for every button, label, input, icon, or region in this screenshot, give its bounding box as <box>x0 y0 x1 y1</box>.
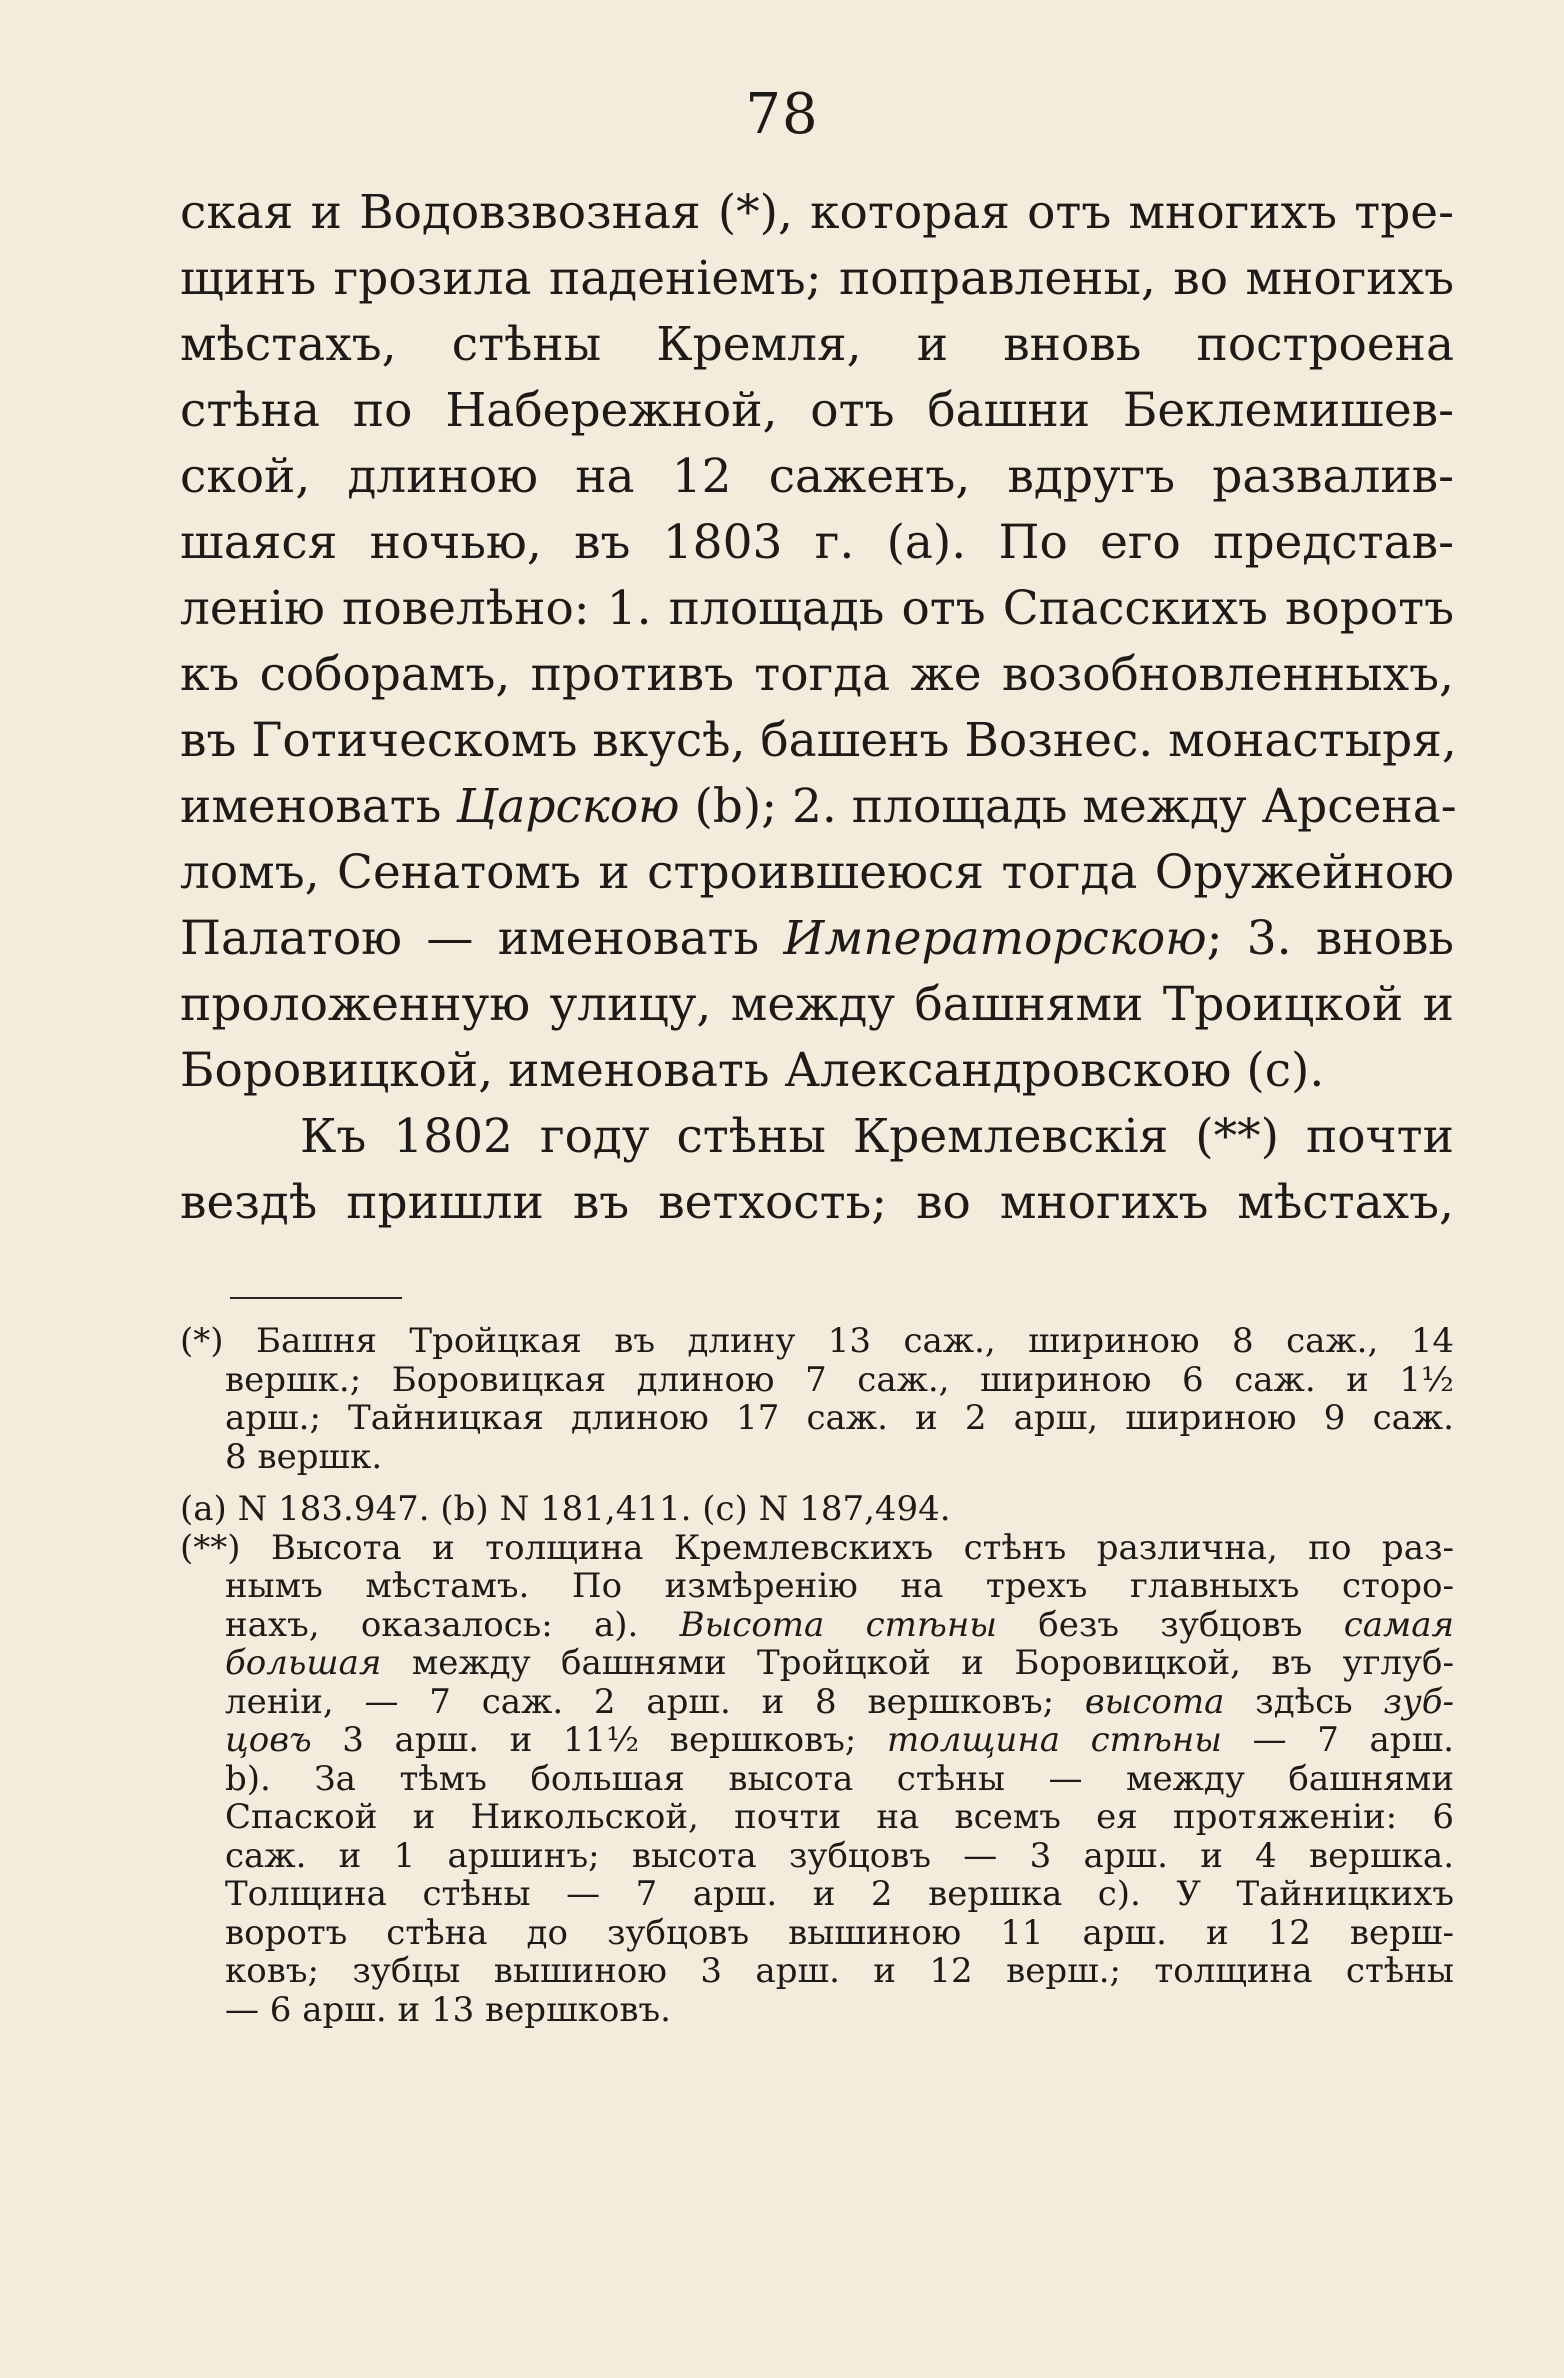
text-line: проложенную улицу, между башнями Троицкой и <box>180 977 1454 1032</box>
text-segment: леніи, — 7 саж. 2 арш. и 8 вершковъ; <box>225 1681 1085 1722</box>
italic-term: цовъ <box>225 1720 312 1760</box>
text-line: къ соборамъ, противъ тогда же возобновленныхъ, <box>180 647 1454 702</box>
italic-term: большая <box>225 1643 382 1683</box>
text-line <box>180 774 1457 840</box>
text-segment: — 7 арш. <box>1222 1720 1454 1760</box>
text-line: ленію повелѣно: 1. площадь отъ Спасскихъ воротъ <box>180 581 1454 636</box>
footnote-line: (*) Башня Тройцкая въ длину 13 саж., шириною 8 саж., 14 <box>180 1321 1454 1361</box>
text-segment: (b); 2. площадь между Арсена- <box>679 779 1457 834</box>
footnote-line <box>180 1683 1454 1722</box>
footnote-line: Толщина стѣны — 7 арш. и 2 вершка c). У Тайницкихъ <box>225 1874 1454 1914</box>
italic-term: толщина стѣны <box>887 1720 1222 1760</box>
footnote-line <box>180 1606 1454 1645</box>
italic-term: Царскою <box>456 779 680 834</box>
text-line: стѣна по Набережной, отъ башни Беклемишев- <box>180 383 1454 438</box>
italic-term: Высота стѣны <box>679 1604 997 1645</box>
text-line: Боровицкой, именовать Александровскою (c). <box>180 1043 1325 1098</box>
footnote-line: b). За тѣмъ большая высота стѣны — между башнями <box>225 1758 1454 1799</box>
italic-term: самая <box>1343 1604 1454 1645</box>
text-line: шаяся ночью, въ 1803 г. (a). По его представ- <box>180 515 1454 570</box>
footnote-references: (a) N 183.947. (b) N 181,411. (c) N 187,494. <box>180 1489 951 1529</box>
footnote-line: нымъ мѣстамъ. По измѣренію на трехъ главныхъ сторо- <box>225 1566 1454 1606</box>
text-segment: здѣсь <box>1224 1681 1384 1722</box>
footnote-line: воротъ стѣна до зубцовъ вышиною 11 арш. и 12 верш- <box>225 1912 1454 1953</box>
text-line: ская и Водовзвозная (*), которая отъ многихъ тре- <box>180 185 1454 240</box>
page-number: 78 <box>745 82 819 147</box>
text-segment: между башнями Тройцкой и Боровицкой, въ углуб- <box>381 1643 1454 1683</box>
italic-term: зуб- <box>1383 1681 1454 1722</box>
text-line: ломъ, Сенатомъ и строившеюся тогда Оружейною <box>180 845 1454 900</box>
text-line: ской, длиною на 12 саженъ, вдругъ развалив- <box>180 449 1454 504</box>
footnote-line: (**) Высота и толщина Кремлевскихъ стѣнъ различна, по раз- <box>180 1527 1454 1568</box>
main-text <box>180 180 1457 1236</box>
footnotes <box>180 1322 1454 2029</box>
text-line: мѣстахъ, стѣны Кремля, и вновь построена <box>180 317 1454 372</box>
footnote-line: арш.; Тайницкая длиною 17 саж. и 2 арш, шириною 9 саж. <box>225 1398 1454 1438</box>
footnote-line <box>180 1644 1454 1683</box>
footnote-line: 8 вершк. <box>225 1436 383 1477</box>
text-segment: безъ зубцовъ <box>996 1604 1344 1645</box>
footnote-line: вершк.; Боровицкая длиною 7 саж., шириною 6 саж. и 1½ <box>225 1359 1454 1400</box>
footnote-line: Спаской и Никольской, почти на всемъ ея протяженіи: 6 <box>225 1797 1454 1837</box>
footnote-line: саж. и 1 аршинъ; высота зубцовъ — 3 арш. и 4 вершка. <box>225 1835 1454 1876</box>
footnote-separator <box>230 1297 402 1299</box>
footnote-tower-dimensions <box>180 1322 1454 1476</box>
text-line <box>180 906 1454 972</box>
italic-term: высота <box>1084 1681 1225 1722</box>
text-line: въ Готическомъ вкусѣ, башенъ Вознес. монастыря, <box>180 713 1457 768</box>
italic-term: Императорскою <box>783 911 1207 966</box>
text-segment: ; 3. вновь <box>1206 911 1454 966</box>
footnote-line <box>180 1721 1454 1760</box>
footnote-line: — 6 арш. и 13 вершковъ. <box>225 1989 671 2030</box>
footnote-line: ковъ; зубцы вышиною 3 арш. и 12 верш.; толщина стѣны <box>225 1951 1454 1991</box>
footnote-wall-dimensions <box>180 1529 1454 2030</box>
text-segment: Палатою — именовать <box>180 911 784 966</box>
paragraph-start-line: Къ 1802 году стѣны Кремлевскія (**) почти <box>300 1109 1454 1164</box>
text-segment: 3 арш. и 11½ вершковъ; <box>311 1720 888 1760</box>
text-line: вездѣ пришли въ ветхость; во многихъ мѣстахъ, <box>180 1175 1454 1230</box>
text-segment: нахъ, оказалось: a). <box>225 1604 680 1645</box>
text-line: щинъ грозила паденіемъ; поправлены, во многихъ <box>180 251 1454 306</box>
text-segment: именовать <box>180 779 457 834</box>
